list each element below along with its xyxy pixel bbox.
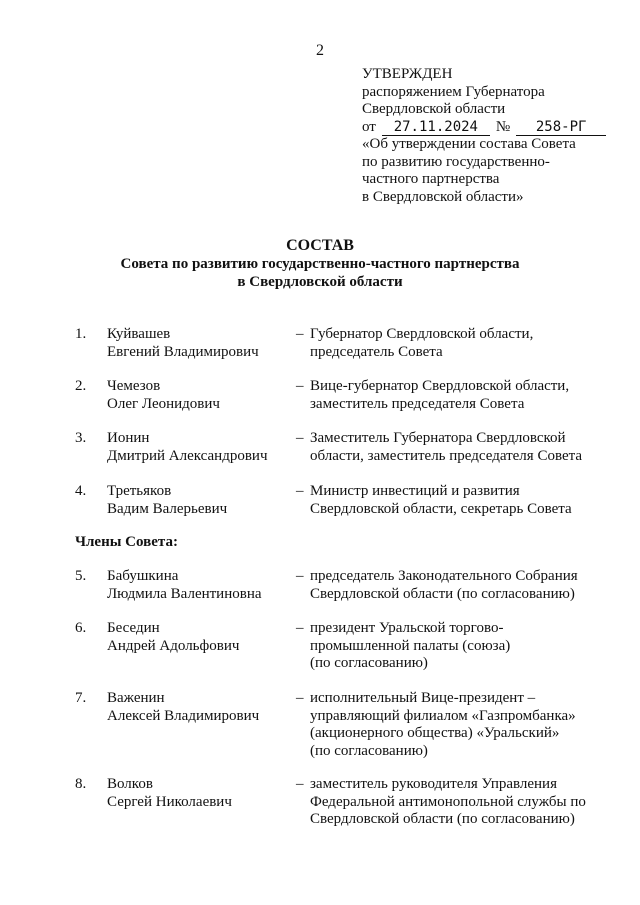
- member-role-line: (акционерного общества) «Уральский»: [310, 725, 560, 741]
- member-role: [310, 378, 595, 413]
- member-role-line: заместитель руководителя Управления: [310, 776, 557, 792]
- member-role-line: Свердловской области (по согласованию): [310, 811, 575, 827]
- member-role: [310, 568, 595, 603]
- approval-block: [362, 66, 612, 206]
- date-prefix: от: [362, 118, 376, 135]
- member-name: [107, 568, 287, 603]
- member-number: 2.: [75, 378, 87, 394]
- member-number: 5.: [75, 568, 87, 584]
- document-heading: [0, 236, 640, 291]
- member-dash: –: [296, 430, 304, 446]
- member-dash: –: [296, 568, 304, 584]
- member-dash: –: [296, 326, 304, 342]
- member-role: [310, 776, 595, 829]
- heading-subtitle-line: в Свердловской области: [237, 274, 403, 290]
- member-role-line: (по согласованию): [310, 742, 428, 759]
- member-number: 7.: [75, 690, 87, 706]
- member-name: [107, 690, 287, 725]
- approval-line-1: распоряжением Губернатора: [362, 83, 545, 100]
- approval-date-row: [362, 119, 612, 137]
- member-name-line: Куйвашев: [107, 326, 171, 342]
- member-name: [107, 378, 287, 413]
- member-name: [107, 430, 287, 465]
- member-name: [107, 776, 287, 811]
- number-sign: №: [495, 118, 511, 135]
- subject-line: частного партнерства: [362, 171, 500, 187]
- member-dash: –: [296, 620, 304, 636]
- member-role-line: председатель Законодательного Собрания: [310, 568, 578, 584]
- member-role-line: управляющий филиалом «Газпромбанка»: [310, 707, 576, 724]
- member-name-line: Бабушкина: [107, 568, 179, 584]
- member-role-line: Федеральной антимонопольной службы по: [310, 793, 586, 810]
- member-dash: –: [296, 483, 304, 499]
- member-name-line: Олег Леонидович: [107, 395, 220, 412]
- member-role-line: Заместитель Губернатора Свердловской: [310, 430, 566, 446]
- member-role-line: (по согласованию): [310, 655, 428, 671]
- page-number: 2: [316, 42, 324, 59]
- member-name-line: Евгений Владимирович: [107, 343, 259, 360]
- member-number: 8.: [75, 776, 87, 792]
- member-role-line: заместитель председателя Совета: [310, 395, 525, 412]
- member-role-line: Свердловской области (по согласованию): [310, 585, 575, 602]
- member-name-line: Третьяков: [107, 483, 172, 499]
- member-role-line: Министр инвестиций и развития: [310, 483, 520, 499]
- members-label: Члены Совета:: [75, 534, 178, 550]
- member-role: [310, 430, 595, 465]
- member-role: [310, 620, 595, 673]
- member-role: [310, 326, 595, 361]
- member-dash: –: [296, 378, 304, 394]
- approval-line-2: Свердловской области: [362, 101, 506, 117]
- member-role: [310, 483, 595, 518]
- member-name-line: Ионин: [107, 430, 150, 446]
- member-name-line: Сергей Николаевич: [107, 793, 232, 810]
- member-name: [107, 326, 287, 361]
- subject-line: «Об утверждении состава Совета: [362, 136, 576, 152]
- member-role-line: области, заместитель председателя Совета: [310, 447, 582, 464]
- member-name-line: Андрей Адольфович: [107, 637, 240, 654]
- member-role-line: Губернатор Свердловской области,: [310, 326, 534, 342]
- subject-line: в Свердловской области»: [362, 188, 524, 205]
- member-role-line: председатель Совета: [310, 343, 443, 360]
- heading-title: СОСТАВ: [286, 237, 354, 254]
- member-role-line: исполнительный Вице-президент –: [310, 690, 536, 706]
- member-dash: –: [296, 776, 304, 792]
- subject-line: по развитию государственно-: [362, 153, 550, 170]
- member-role-line: промышленной палаты (союза): [310, 637, 511, 654]
- member-name-line: Важенин: [107, 690, 165, 706]
- member-name-line: Людмила Валентиновна: [107, 585, 262, 602]
- member-name-line: Чемезов: [107, 378, 161, 394]
- member-role-line: президент Уральской торгово-: [310, 620, 504, 636]
- member-name-line: Волков: [107, 776, 153, 792]
- member-role-line: Свердловской области, секретарь Совета: [310, 500, 572, 517]
- member-name-line: Вадим Валерьевич: [107, 500, 228, 517]
- member-number: 3.: [75, 430, 87, 446]
- approval-date: 27.11.2024: [382, 120, 490, 136]
- approval-title: УТВЕРЖДЕН: [362, 66, 453, 82]
- member-name-line: Беседин: [107, 620, 160, 636]
- member-number: 4.: [75, 483, 87, 499]
- member-name-line: Алексей Владимирович: [107, 707, 260, 724]
- member-role-line: Вице-губернатор Свердловской области,: [310, 378, 570, 394]
- member-dash: –: [296, 690, 304, 706]
- member-name: [107, 483, 287, 518]
- member-number: 1.: [75, 326, 87, 342]
- heading-subtitle-line: Совета по развитию государственно-частного партнерства: [120, 256, 520, 272]
- member-name-line: Дмитрий Александрович: [107, 447, 268, 464]
- member-name: [107, 620, 287, 655]
- member-number: 6.: [75, 620, 87, 636]
- member-role: [310, 690, 595, 760]
- approval-number: 258-РГ: [516, 120, 606, 136]
